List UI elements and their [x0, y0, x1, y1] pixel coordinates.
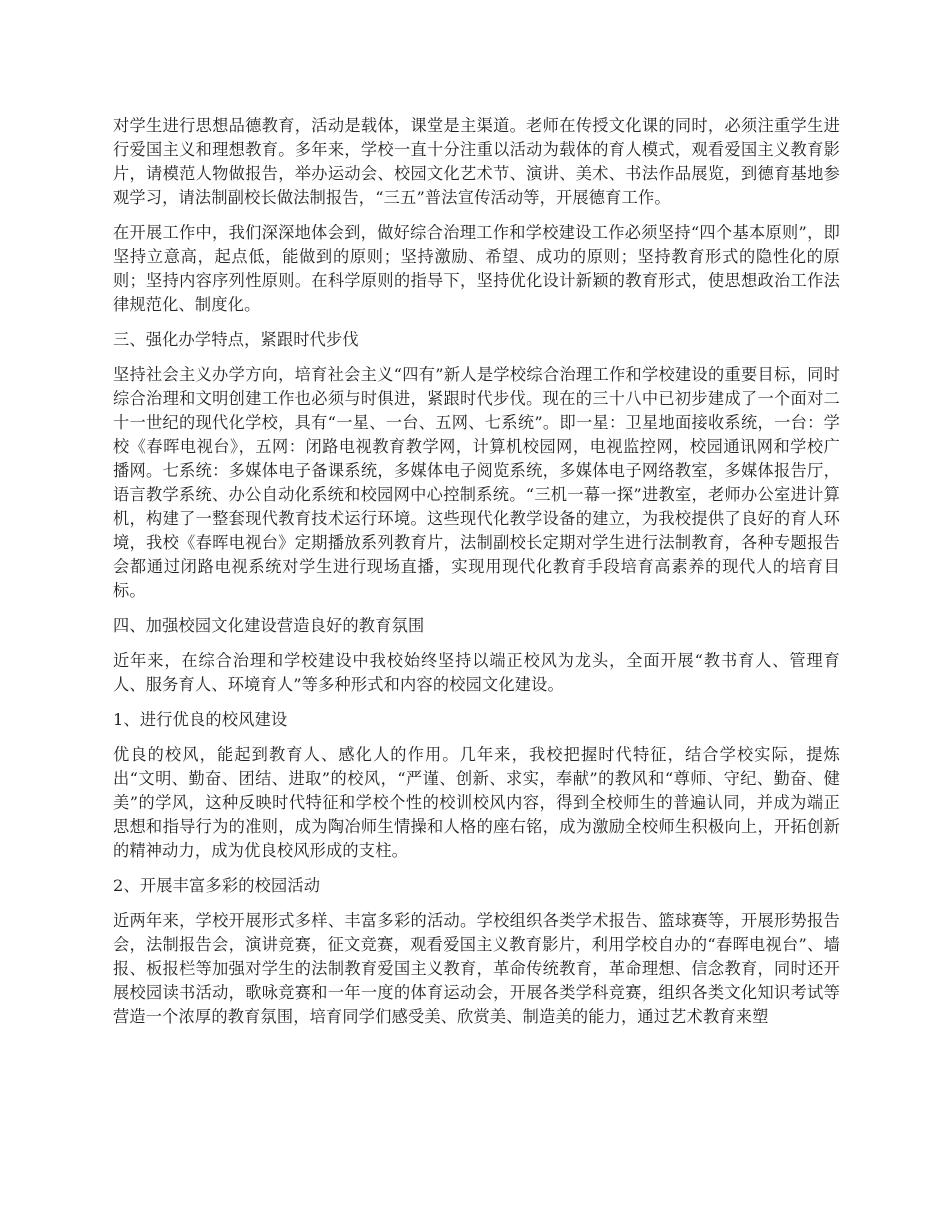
paragraph-modern-school: 坚持社会主义办学方向，培育社会主义“四有”新人是学校综合治理工作和学校建设的重要目标，同时综合治理和文明创建工作也必须与时俱进，紧跟时代步伐。现在的三十八中已初步建成了一个面对二十一世纪的现代化学校，具有“一星、一台、五网、七系统”。即一星：卫星地面接收系统，一台：学校《春晖电视台》，五网：闭路电视教育教学网，计算机校园网，电视监控网，校园通讯网和学校广播网。七系统：多媒体电子备课系统，多媒体电子阅览系统，多媒体电子网络教室，多媒体报告厅，语言教学系统、办公自动化系统和校园网中心控制系统。“三机一幕一探”进教室，老师办公室进计算机，构建了一整套现代教育技术运行环境。这些现代化教学设备的建立，为我校提供了良好的育人环境，我校《春晖电视台》定期播放系列教育片，法制副校长定期对学生进行法制教育，各种专题报告会都通过闭路电视系统对学生进行现场直播，实现用现代化教育手段培育高素养的现代人的培育目标。	[113, 365, 840, 600]
paragraph-campus-culture: 近年来，在综合治理和学校建设中我校始终坚持以端正校风为龙头，全面开展“教书育人、管理育人、服务育人、环境育人”等多种形式和内容的校园文化建设。	[113, 651, 840, 694]
document-page	[113, 114, 840, 1040]
subsection-heading-1: 1、进行优良的校风建设	[113, 710, 288, 729]
paragraph-campus-activities: 近两年来，学校开展形式多样、丰富多彩的活动。学校组织各类学术报告、篮球赛等，开展形势报告会，法制报告会，演讲竞赛，征文竞赛，观看爱国主义教育影片，利用学校自办的“春晖电视台”、墙报、板报栏等加强对学生的法制教育爱国主义教育，革命传统教育，革命理想、信念教育，同时还开展校园读书活动，歌咏竞赛和一年一度的体育运动会，开展各类学科竞赛，组织各类文化知识考试等营造一个浓厚的教育氛围，培育同学们感受美、欣赏美、制造美的能力，通过艺术教育来塑	[113, 911, 840, 1026]
paragraph-moral-education: 对学生进行思想品德教育，活动是载体，课堂是主渠道。老师在传授文化课的同时，必须注重学生进行爱国主义和理想教育。多年来，学校一直十分注重以活动为载体的育人模式，观看爱国主义教育影片，请模范人物做报告，举办运动会、校园文化艺术节、演讲、美术、书法作品展览，到德育基地参观学习，请法制副校长做法制报告，“三五”普法宣传活动等，开展德育工作。	[113, 116, 840, 207]
subsection-heading-2: 2、开展丰富多彩的校园活动	[113, 876, 321, 895]
paragraph-school-spirit: 优良的校风，能起到教育人、感化人的作用。几年来，我校把握时代特征，结合学校实际，提炼出“文明、勤奋、团结、进取”的校风，“严谨、创新、求实，奉献”的教风和“尊师、守纪、勤奋、健美”的学风，这种反映时代特征和学校个性的校训校风内容，得到全校师生的普遍认同，并成为端正思想和指导行为的准则，成为陶冶师生情操和人格的座右铭，成为激励全校师生积极向上，开拓创新的精神动力，成为优良校风形成的支柱。	[113, 745, 840, 860]
paragraph-four-principles: 在开展工作中，我们深深地体会到，做好综合治理工作和学校建设工作必须坚持“四个基本原则”，即坚持立意高，起点低，能做到的原则；坚持激励、希望、成功的原则；坚持教育形式的隐性化的原则；坚持内容序列性原则。在科学原则的指导下，坚持优化设计新颖的教育形式，使思想政治工作法律规范化、制度化。	[113, 223, 840, 314]
section-heading-3: 三、强化办学特点，紧跟时代步伐	[113, 330, 359, 349]
section-heading-4: 四、加强校园文化建设营造良好的教育氛围	[113, 616, 425, 635]
